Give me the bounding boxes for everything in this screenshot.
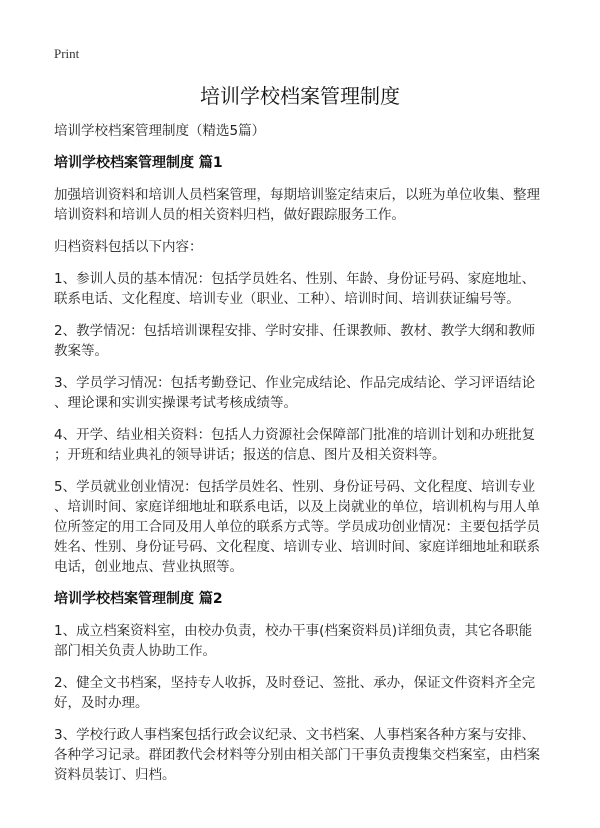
paragraph-line: 2、教学情况：包括培训课程安排、学时安排、任课教师、教材、教学大纲和教师 (54, 323, 536, 339)
paragraph-line: 1、成立档案资料室，由校办负责，校办干事(档案资料员)详细负责，其它各职能 (54, 623, 533, 639)
paragraph (54, 237, 554, 257)
paragraph-line: 、培训时间、家庭详细地址和联系电话，以及上岗就业的单位，培训机构与用人单 (54, 499, 540, 515)
paragraph-line: 1、参训人员的基本情况：包括学员姓名、性别、年龄、身份证号码、家庭地址、 (54, 271, 536, 287)
paragraph (54, 373, 554, 413)
paragraph (54, 725, 554, 785)
paragraph-line: 联系电话、文化程度、培训专业（职业、工种）、培训时间、培训获证编号等。 (54, 291, 520, 307)
paragraph-line: 加强培训资料和培训人员档案管理，每期培训鉴定结束后，以班为单位收集、整理 (54, 187, 540, 203)
document-body (54, 121, 554, 797)
paragraph-line: 部门相关负责人协助工作。 (54, 643, 216, 659)
paragraph-line: 各种学习记录。群团教代会材料等分别由相关部门干事负责搜集交档案室，由档案 (54, 747, 540, 763)
paragraph-line: 2、健全文书档案，坚持专人收拆，及时登记、签批、承办，保证文件资料齐全完 (54, 675, 536, 691)
paragraph-line: 3、学校行政人事档案包括行政会议纪录、文书档案、人事档案各种方案与安排、 (54, 727, 536, 743)
paragraph-line: 、理论课和实训实操课考试考核成绩等。 (54, 395, 297, 411)
print-link[interactable]: Print (54, 46, 80, 61)
subtitle-text: 培训学校档案管理制度（精选5篇） (54, 123, 266, 139)
paragraph (54, 425, 554, 465)
paragraph (54, 621, 554, 661)
section-heading: 培训学校档案管理制度 篇2 (54, 591, 223, 607)
paragraph-line: 电话，创业地点、营业执照等。 (54, 559, 243, 575)
paragraph (54, 269, 554, 309)
paragraph-line: 位所签定的用工合同及用人单位的联系方式等。学员成功创业情况：主要包括学员 (54, 519, 540, 535)
paragraph (54, 673, 554, 713)
paragraph-line: 资料员装订、归档。 (54, 767, 176, 783)
paragraph-line: 教案等。 (54, 343, 108, 359)
page-title: 培训学校档案管理制度 (200, 84, 400, 108)
paragraph-line: 4、开学、结业相关资料：包括人力资源社会保障部门批准的培训计划和办班批复 (54, 427, 536, 443)
paragraph-line: 姓名、性别、身份证号码、文化程度、培训专业、培训时间、家庭详细地址和联系 (54, 539, 540, 555)
paragraph-line: ；开班和结业典礼的领导讲话；报送的信息、图片及相关资料等。 (54, 447, 446, 463)
section-heading: 培训学校档案管理制度 篇1 (54, 155, 223, 171)
paragraph (54, 477, 554, 577)
paragraph-line: 3、学员学习情况：包括考勤登记、作业完成结论、作品完成结论、学习评语结论 (54, 375, 536, 391)
paragraph-line: 5、学员就业创业情况：包括学员姓名、性别、身份证号码、文化程度、培训专业 (54, 479, 536, 495)
paragraph-line: 培训资料和培训人员的相关资料归档，做好跟踪服务工作。 (54, 207, 405, 223)
paragraph-line: 归档资料包括以下内容： (54, 239, 203, 255)
paragraph (54, 321, 554, 361)
paragraph-line: 好，及时办理。 (54, 695, 149, 711)
document-subtitle (54, 121, 554, 141)
paragraph (54, 185, 554, 225)
